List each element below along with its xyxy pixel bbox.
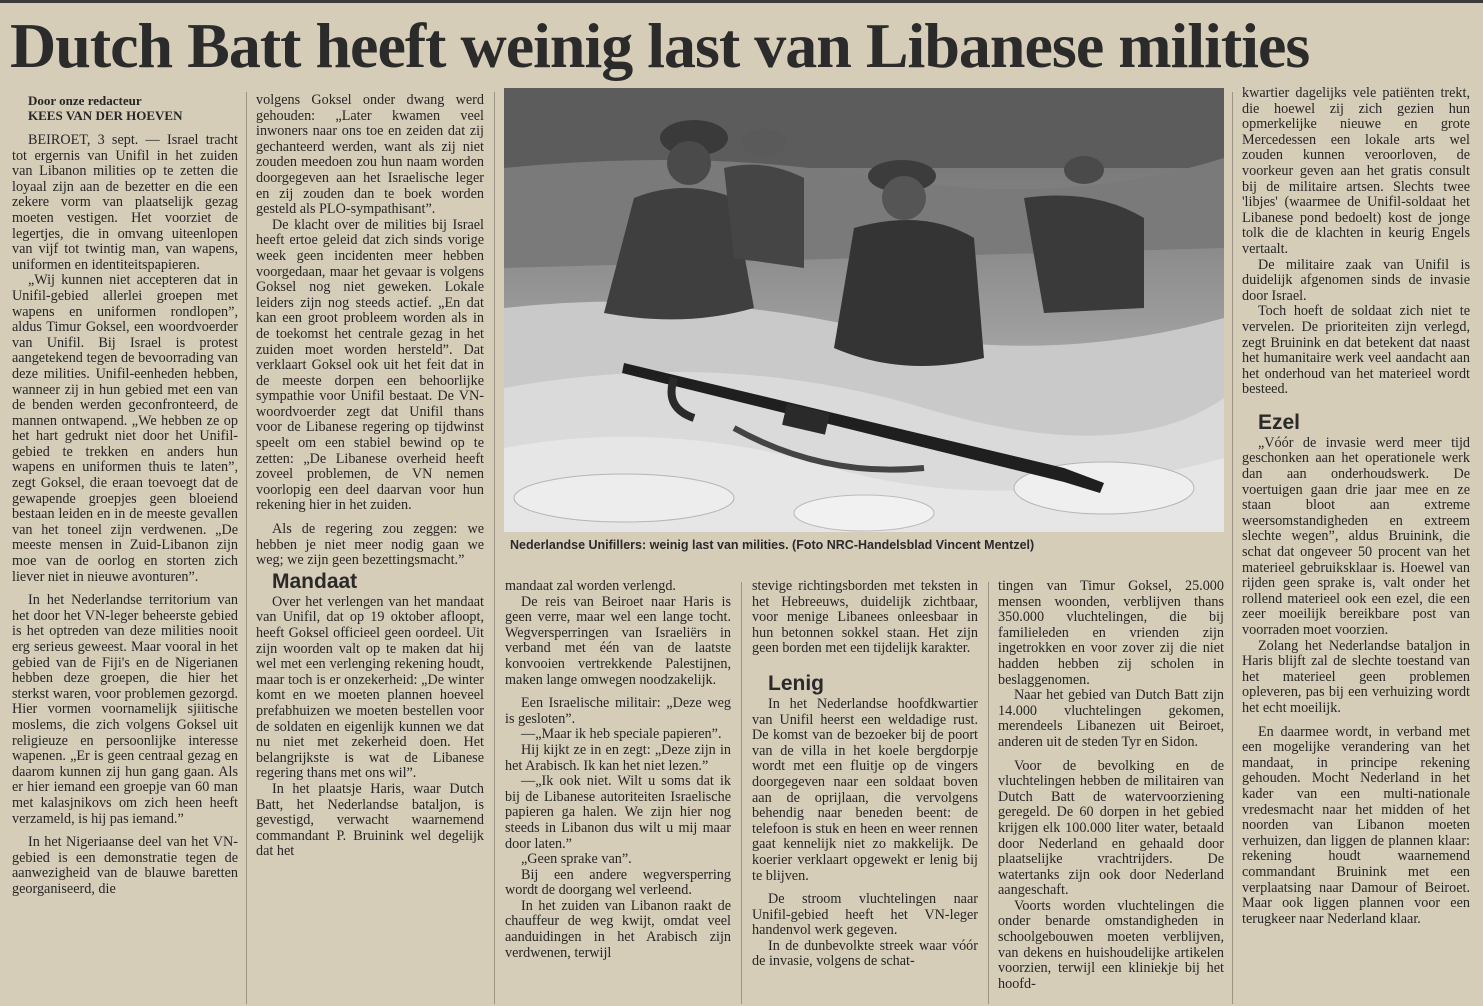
paragraph: tingen van Timur Goksel, 25.000 mensen woonden, verblijven thans 350.000 vluchtelingen, die bij familieleden en vrienden zijn ingetrokken en voor zover zij die niet hadden hebben zij scholen in beslaggenomen. bbox=[998, 579, 1224, 688]
column-divider bbox=[494, 92, 495, 1004]
subheading-mandaat: Mandaat bbox=[272, 569, 358, 593]
byline-label: Door onze redacteur bbox=[28, 93, 142, 108]
column-divider bbox=[988, 582, 989, 1004]
paragraph: In het zuiden van Libanon raakt de chauffeur de weg kwijt, omdat veel aanduidingen in het Arabisch zijn verdwenen, terwijl bbox=[505, 897, 731, 961]
headline: Dutch Batt heeft weinig last van Libanese milities bbox=[10, 10, 1310, 81]
paragraph: „Wij kunnen niet accepteren dat in Unifil-gebied allerlei groepen met wapens en uniformen rondlopen”, aldus Timur Goksel, een woordvoerder van Unifil. Bij Israel is protest aangetekend tegen de bevoorrading van deze milities. Unifil-eenheden hebben, wanneer zij in hun gebied met een van de benden werden geconfronteerd, de mannen ontwapend. „We hebben ze op het hart gedrukt niet door het Unifil-gebied te trekken en anders hun wapens en uniformen thuis te laten”, zegt Goksel, die eraan toevoegt dat de gewapende groepjes geen bloeiend bestaan leiden en in de meeste gevallen van het toneel zijn verdwenen. „De meeste mensen in Zuid-Libanon zijn moe van de oorlog en storten zich liever niet in nieuwe avonturen”. bbox=[12, 272, 238, 585]
paragraph: In het Nederlandse territorium van het door het VN-leger beheerste gebied is het optreden van deze milities nooit erg serieus geweest. Maar vooral in het gebied van de Fiji's en de Nigerianen hebben deze groepen, die hier het sterkst waren, voor problemen gezorgd. Hier vormen voornamelijk sjiitische moslems, die zich volgens Goksel uit religieuze en persoonlijke interesse wapenen. „Er is geen centraal gezag en daarom kunnen zij hun gang gaan. Als er hier iemand een groepje van 60 man met kalasjnikovs om zich heen heeft verzameld, is hij pas iemand.” bbox=[12, 592, 238, 827]
paragraph: En daarmee wordt, in verband met een mogelijke verandering van het mandaat, in principe rekening gehouden. Mocht Nederland in het kader van een multi-nationale vredesmacht naar het midden of het noorden van Libanon moeten verhuizen, dan liggen de plannen klaar: rekening houdt waarnemend commandant Bruinink met een verplaatsing naar Damour of Beiroet. Maar ook liggen plannen voor een terugkeer naar Nederland klaar. bbox=[1242, 723, 1470, 927]
paragraph: Naar het gebied van Dutch Batt zijn 14.000 vluchtelingen gekomen, merendeels Libanezen uit Beiroet, anderen uit de steden Tyr en Sidon. bbox=[998, 687, 1224, 750]
paragraph: In de dunbevolkte streek waar vóór de invasie, volgens de schat- bbox=[752, 937, 978, 970]
paragraph: De reis van Beiroet naar Haris is geen verre, maar wel een lange tocht. Wegversperringen van Israeliërs in verband met één van de laatste konvooien vertrekkende Palestijnen, maken lange omwegen noodzakelijk. bbox=[505, 593, 731, 688]
paragraph: Bij een andere wegversperring wordt de doorgang wel verleend. bbox=[505, 866, 731, 899]
paragraph: mandaat zal worden verlengd. bbox=[505, 579, 676, 594]
article-column-6 bbox=[1242, 86, 1470, 1006]
paragraph: —„Maar ik heb speciale papieren”. bbox=[521, 726, 722, 743]
column-divider bbox=[246, 92, 247, 1004]
article-column-3 bbox=[505, 579, 731, 1005]
paragraph: In het plaatsje Haris, waar Dutch Batt, het Nederlandse bataljon, is gevestigd, verwacht waarnemend commandant P. Bruinink wel degelijk dat het bbox=[256, 780, 484, 860]
paragraph: „Vóór de invasie werd meer tijd geschonken aan het operationele werk dan aan onderhoudswerk. De voertuigen gaan drie jaar mee en ze staan bloot aan extreme weersomstandigheden en extreem slechte wegen”, aldus Bruinink, die schat dat ongeveer 50 procent van het materieel gebruiksklaar is. Hoewel van rijden geen sprake is, valt onder het rollend materieel ook een ezel, die een zeer moeilijk bereikbare post van voorraden moet voorzien. bbox=[1242, 434, 1470, 638]
paragraph: In het Nederlandse hoofdkwartier van Unifil heerst een weldadige rust. De komst van de bezoeker bij de poort van de villa in het koele bergdorpje wordt met een fluitje op de vingers doorgegeven naar een soldaat boven aan de oprijlaan, die vervolgens behendig naar beneden beent: de telefoon is stuk en heen en weer rennen gaat kennelijk niet zo makkelijk. De koerier verklaart opgewekt er lenig bij te blijven. bbox=[752, 695, 978, 884]
photo-caption: Nederlandse Unifillers: weinig last van milities. (Foto NRC-Handelsblad Vincent Mentzel) bbox=[510, 538, 1035, 552]
byline-author: KEES VAN DER HOEVEN bbox=[28, 108, 183, 123]
news-photo bbox=[504, 88, 1224, 532]
paragraph: „Geen sprake van”. bbox=[521, 851, 632, 868]
article-column-5 bbox=[998, 579, 1224, 1005]
paragraph: Hij kijkt ze in en zegt: „Deze zijn in het Arabisch. Ik kan het niet lezen.” bbox=[505, 741, 731, 774]
column-divider bbox=[741, 582, 742, 1004]
paragraph: —„Ik ook niet. Wilt u soms dat ik bij de Libanese autoriteiten Israelische papieren ga halen. We zijn hier nog steeds in Libanon dus wilt u mij maar door laten.” bbox=[505, 773, 731, 852]
paragraph: De stroom vluchtelingen naar Unifil-gebied heeft het VN-leger handenvol werk gegeven. bbox=[752, 891, 978, 939]
paragraph: volgens Goksel onder dwang werd gehouden: „Later kwamen veel inwoners naar ons toe en zeiden dat zij gechanteerd werden, want als zij niet zouden meedoen zou hun naam worden doorgegeven aan het Israelische leger en zij zouden dan te boek worden gesteld als PLO-sympathisant”. bbox=[256, 93, 484, 218]
paragraph: Als de regering zou zeggen: we hebben je niet meer nodig gaan we weg; we zijn geen bezettingsmacht.” bbox=[256, 521, 484, 569]
paragraph: De militaire zaak van Unifil is duidelijk afgenomen sinds de invasie door Israel. bbox=[1242, 256, 1470, 304]
paragraph: Een Israelische militair: „Deze weg is gesloten”. bbox=[505, 695, 731, 727]
soldiers-photo-illustration bbox=[504, 88, 1224, 532]
article-column-1 bbox=[12, 93, 238, 1005]
paragraph: De klacht over de milities bij Israel heeft ertoe geleid dat zich sinds vorige week geen incidenten meer hebben voorgedaan, maar het gevaar is volgens Goksel nog niet geweken. Lokale leiders zijn nog steeds actief. „En dat kan een groot probleem worden als in de toekomst het centrale gezag in het zuiden moet worden hersteld”. Dat verklaart Goksel ook uit het feit dat in de meeste dorpen een behoorlijke sympathie voor Unifil bestaat. De VN-woordvoerder zegt dat Unifil thans voor de Libanese regering op tijdwinst speelt om een stabiel bewind op te zetten: „De Libanese overheid heeft zoveel problemen, de VN nemen voorlopig een deel daarvan voor hun rekening hier in het zuiden. bbox=[256, 216, 484, 514]
paragraph: kwartier dagelijks vele patiënten trekt, die hoewel zij zich gezien hun opmerkelijke nieuwe en grote Mercedessen een lokale arts wel zouden kunnen veroorloven, de voorkeur geven aan het gratis consult bij de militaire artsen. Slechts twee 'libjes' (waarmee de Unifil-soldaat het Libanese pond bedoelt) kost de jonge tolk die de klachten in keurig Engels vertaalt. bbox=[1242, 86, 1470, 257]
article-column-2 bbox=[256, 93, 484, 1005]
paragraph: stevige richtingsborden met teksten in het Hebreeuws, duidelijk zichtbaar, voor menige Libanees onleesbaar in hun betonnen sokkel staan. Het zijn geen borden met een tijdelijk karakter. bbox=[752, 579, 978, 657]
paragraph: Over het verlengen van het mandaat van Unifil, dat op 19 oktober afloopt, heeft Goksel officieel geen oordeel. Uit zijn woorden valt op te maken dat hij wel met een verlenging rekening houdt, maar toch is er onzekerheid: „De winter komt en we moeten plannen hoeveel prefabhuizen we moeten bestellen voor de soldaten en eigenlijk kunnen we dat nu niet met zekerheid doen. Het belangrijkste is wat de Libanese regering thans met ons wil”. bbox=[256, 593, 484, 782]
article-column-4 bbox=[752, 579, 978, 1005]
subheading-ezel: Ezel bbox=[1258, 410, 1301, 434]
paragraph: In het Nigeriaanse deel van het VN-gebied is een demonstratie tegen de aanwezigheid van de blauwe baretten georganiseerd, die bbox=[12, 834, 238, 897]
paragraph: Voorts worden vluchtelingen die onder benarde omstandigheden in schoolgebouwen moeten verblijven, van dekens en huishoudelijke artikelen voorzien, terwijl een kliniekje bij het hoofd- bbox=[998, 897, 1224, 992]
paragraph: Toch hoeft de soldaat zich niet te vervelen. De prioriteiten zijn verlegd, zegt Bruinink en dat betekent dat naast het humanitaire werk veel aandacht aan het onderhoud van het materieel wordt besteed. bbox=[1242, 303, 1470, 398]
subheading-lenig: Lenig bbox=[768, 671, 824, 695]
paragraph: BEIROET, 3 sept. — Israel tracht tot ergernis van Unifil in het zuiden van Libanon milities op te zetten die loyaal zijn aan de bezetter en die een zekere vorm van plaatselijk gezag moeten vestigen. Het voorziet de legertjes, die in omvang uiteenlopen van vijf tot twintig man, van wapens, uniformen en identiteitspapieren. bbox=[12, 132, 238, 273]
paragraph: Voor de bevolking en de vluchtelingen hebben de militairen van Dutch Batt de watervoorziening geregeld. De 60 dorpen in het gebied krijgen elk 100.000 liter water, betaald door Nederland en gehaald door plaatselijke vrachtrijders. De watertanks zijn ook door Nederland aangeschaft. bbox=[998, 757, 1224, 899]
top-rule bbox=[0, 0, 1483, 3]
paragraph: Zolang het Nederlandse bataljon in Haris blijft zal de slechte toestand van het materieel geen problemen opleveren, pas bij een verhuizing wordt het echt moeilijk. bbox=[1242, 637, 1470, 716]
column-divider bbox=[1232, 92, 1233, 1004]
